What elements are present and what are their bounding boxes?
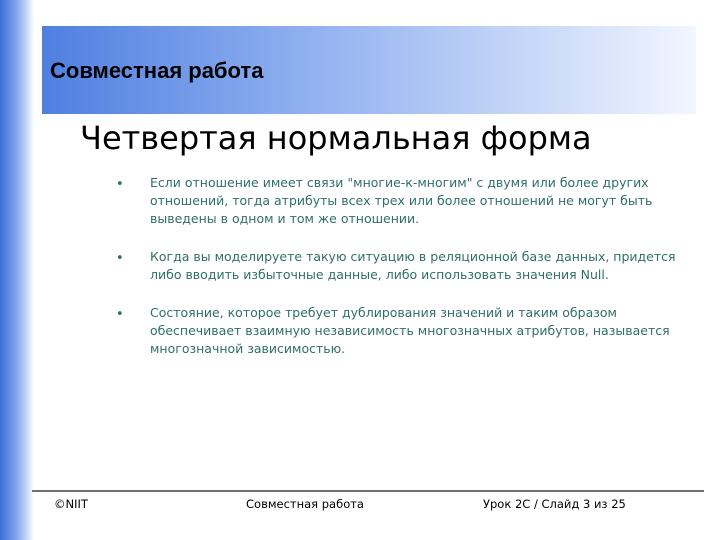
bullet-text: Если отношение имеет связи "многие-к-многим" с двумя или более других отношений, тогда атрибуты всех трех или более отношений не могут быть выведены в одном и том же отношении. xyxy=(150,175,653,226)
bullet-item xyxy=(116,174,696,228)
slide-title: Четвертая нормальная форма xyxy=(80,119,592,157)
header-title: Совместная работа xyxy=(50,58,264,83)
bullet-item xyxy=(116,304,696,358)
bullet-text: Состояние, которое требует дублирования значений и таким образом обеспечивает взаимную независимость многозначных атрибутов, называется многозначной зависимостью. xyxy=(150,305,670,356)
bullet-dot-icon: • xyxy=(116,177,124,192)
footer-slide-number: Урок 2С / Слайд 3 из 25 xyxy=(483,497,626,511)
bullet-dot-icon: • xyxy=(116,251,124,266)
left-decorative-bar xyxy=(0,0,34,540)
bullet-text: Когда вы моделируете такую ситуацию в реляционной базе данных, придется либо вводить избыточные данные, либо использовать значения Null. xyxy=(150,249,676,282)
footer-course-title: Совместная работа xyxy=(246,497,364,511)
footer-divider xyxy=(32,490,704,492)
bullet-item xyxy=(116,248,696,284)
footer-copyright: ©NIIT xyxy=(54,497,88,511)
bullet-list xyxy=(116,174,696,378)
bullet-dot-icon: • xyxy=(116,307,124,322)
